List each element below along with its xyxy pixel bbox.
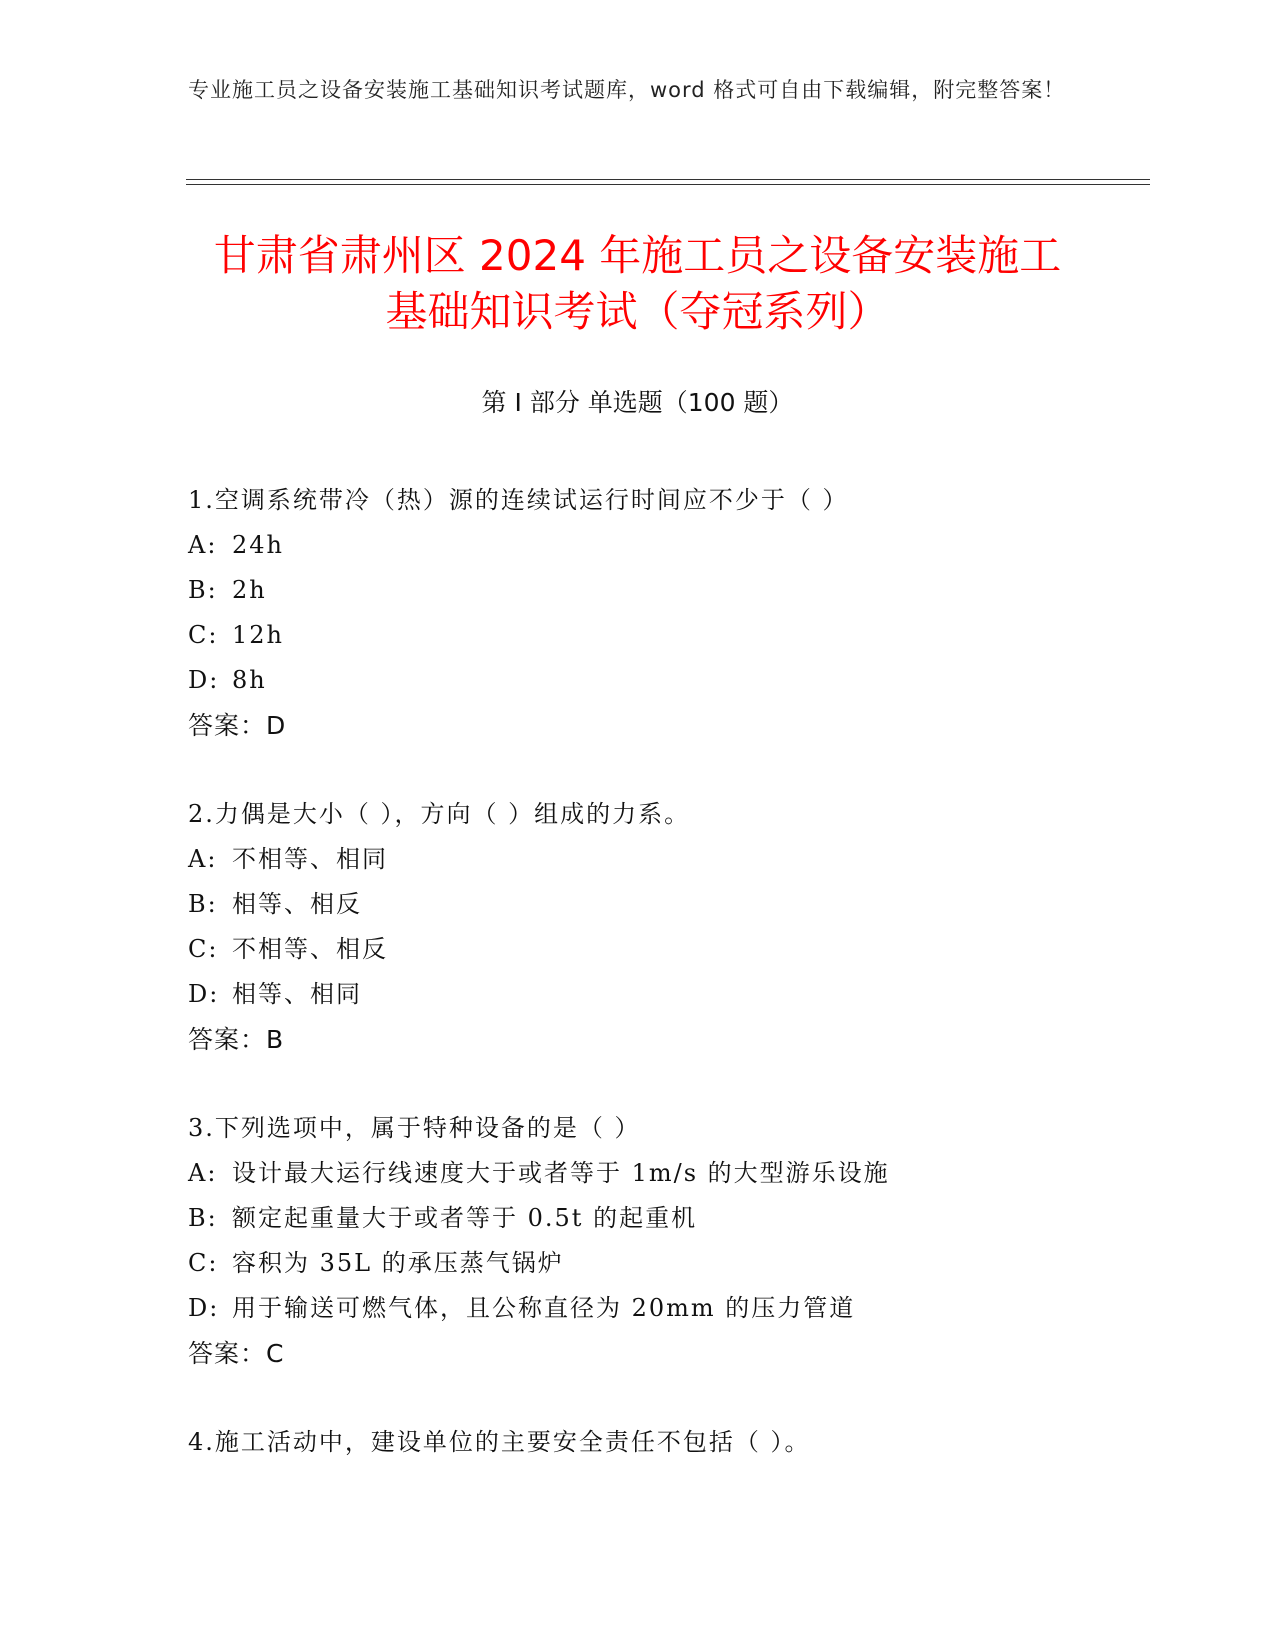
option-key: C: bbox=[188, 935, 219, 963]
header-note: 专业施工员之设备安装施工基础知识考试题库，word 格式可自由下载编辑，附完整答案！ bbox=[188, 78, 1066, 102]
question-answer: 答案：C bbox=[188, 1339, 285, 1368]
option-key: B: bbox=[188, 1204, 218, 1232]
question-item bbox=[188, 1106, 1188, 1376]
option-key: D: bbox=[188, 980, 220, 1008]
question-option bbox=[188, 658, 1188, 703]
option-text: 相等、相同 bbox=[232, 980, 362, 1008]
option-key: C: bbox=[188, 621, 219, 649]
question-option bbox=[188, 1196, 1188, 1241]
title-line-1: 甘肃省肃州区 2024 年施工员之设备安装施工 bbox=[213, 231, 1062, 280]
option-key: A: bbox=[188, 1159, 218, 1187]
question-option bbox=[188, 613, 1188, 658]
document-title bbox=[150, 228, 1125, 340]
question-item bbox=[188, 1420, 1188, 1465]
option-text: 24h bbox=[232, 531, 284, 559]
question-stem: 3.下列选项中，属于特种设备的是（ ） bbox=[188, 1114, 641, 1142]
option-text: 容积为 35L 的承压蒸气锅炉 bbox=[232, 1249, 564, 1277]
option-key: D: bbox=[188, 666, 220, 694]
section-heading: 第 I 部分 单选题（100 题） bbox=[481, 388, 794, 417]
question-option bbox=[188, 523, 1188, 568]
header-rule-bottom bbox=[186, 184, 1150, 185]
question-stem: 2.力偶是大小（ ），方向（ ）组成的力系。 bbox=[188, 800, 691, 828]
option-text: 2h bbox=[232, 576, 267, 604]
question-answer: 答案：D bbox=[188, 711, 287, 740]
option-text: 不相等、相同 bbox=[232, 845, 388, 873]
option-key: C: bbox=[188, 1249, 219, 1277]
option-text: 8h bbox=[232, 666, 267, 694]
question-option bbox=[188, 568, 1188, 613]
option-key: A: bbox=[188, 845, 218, 873]
option-text: 额定起重量大于或者等于 0.5t 的起重机 bbox=[232, 1204, 698, 1232]
question-option bbox=[188, 1241, 1188, 1286]
option-key: D: bbox=[188, 1294, 220, 1322]
question-option bbox=[188, 1286, 1188, 1331]
option-text: 12h bbox=[232, 621, 284, 649]
option-key: B: bbox=[188, 576, 218, 604]
option-key: A: bbox=[188, 531, 218, 559]
question-option bbox=[188, 882, 1188, 927]
question-option bbox=[188, 972, 1188, 1017]
question-answer: 答案：B bbox=[188, 1025, 285, 1054]
question-option bbox=[188, 1151, 1188, 1196]
option-text: 设计最大运行线速度大于或者等于 1m/s 的大型游乐设施 bbox=[232, 1159, 890, 1187]
question-item bbox=[188, 478, 1188, 748]
option-key: B: bbox=[188, 890, 218, 918]
option-text: 不相等、相反 bbox=[232, 935, 388, 963]
question-item bbox=[188, 792, 1188, 1062]
question-option bbox=[188, 927, 1188, 972]
question-stem: 4.施工活动中，建设单位的主要安全责任不包括（ ）。 bbox=[188, 1428, 811, 1456]
question-list bbox=[188, 478, 1188, 1509]
header-rule-top bbox=[186, 179, 1150, 180]
option-text: 用于输送可燃气体，且公称直径为 20mm 的压力管道 bbox=[232, 1294, 856, 1322]
title-line-2: 基础知识考试（夺冠系列） bbox=[385, 287, 890, 336]
question-stem: 1.空调系统带冷（热）源的连续试运行时间应不少于（ ） bbox=[188, 486, 849, 514]
option-text: 相等、相反 bbox=[232, 890, 362, 918]
question-option bbox=[188, 837, 1188, 882]
